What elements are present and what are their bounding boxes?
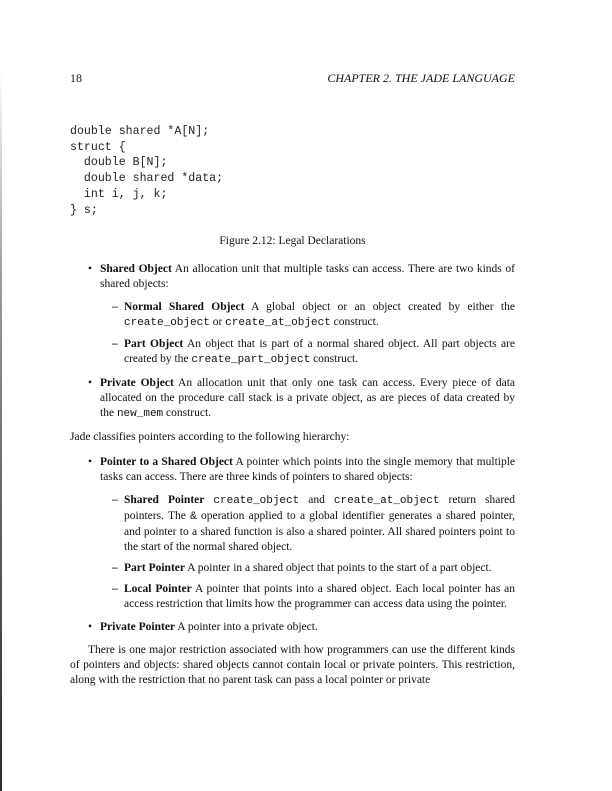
definition-text: and	[299, 494, 334, 506]
code-listing	[70, 124, 370, 218]
page-header	[70, 70, 515, 86]
term-private-object: Private Object	[100, 377, 174, 389]
code-create-part-object: create_part_object	[191, 354, 311, 366]
running-head: CHAPTER 2. THE JADE LANGUAGE	[327, 71, 515, 85]
scan-edge-shadow	[0, 70, 2, 791]
term-private-pointer: Private Pointer	[100, 621, 176, 633]
bullet-mark: •	[88, 377, 93, 389]
definition-text: A pointer which points into the single memory that multiple tasks can access. There are three kinds of pointers to shared objects:	[100, 456, 516, 483]
code-line: } s;	[70, 203, 98, 217]
definition-text: construct.	[330, 316, 379, 328]
bullet-mark: •	[88, 621, 93, 633]
code-line: double shared *A[N];	[70, 125, 210, 138]
list-item-part-object	[100, 337, 515, 368]
definition-text: construct.	[163, 407, 212, 419]
dash-mark: –	[112, 583, 118, 595]
code-new-mem: new_mem	[116, 408, 164, 420]
term-normal-shared-object: Normal Shared Object	[124, 301, 245, 313]
object-kinds-list	[70, 262, 515, 422]
list-item-normal-shared-object	[100, 300, 515, 331]
definition-text: return shared pointers. The	[124, 494, 516, 522]
pointer-sublist	[100, 493, 515, 612]
code-line: double B[N];	[70, 156, 168, 170]
dash-mark: –	[112, 494, 118, 506]
closing-paragraph: There is one major restriction associated with how programmers can use the different kinds of pointers and objects: shared objects cannot contain local or private pointers. This restriction, along with the restriction that no parent task can pass a local pointer or private	[70, 644, 515, 686]
figure-caption: Figure 2.12: Legal Declarations	[219, 235, 366, 247]
code-create-object: create_object	[124, 317, 210, 329]
definition-text: A pointer that points into a shared object. Each local pointer has an access restriction that limits how the programmer can access data using the pointer.	[124, 583, 516, 610]
list-item-pointer-to-shared	[70, 455, 515, 612]
definition-text: An object that is part of a normal shared object. All part objects are created by the	[124, 338, 515, 365]
code-create-at-object: create_at_object	[225, 317, 331, 329]
definition-text: A pointer into a private object.	[175, 621, 318, 633]
code-line: double shared *data;	[70, 172, 224, 186]
definition-text: A pointer in a shared object that points to the start of a part object.	[185, 562, 492, 574]
list-item-local-pointer	[100, 582, 515, 612]
list-item-part-pointer	[100, 561, 515, 576]
definition-text: An allocation unit that only one task can access. Every piece of data allocated on the procedure call stack is a private object, as are pieces of data created by the	[100, 377, 516, 419]
term-part-pointer: Part Pointer	[124, 562, 185, 574]
bullet-mark: •	[88, 263, 93, 275]
term-pointer-to-shared: Pointer to a Shared Object	[100, 456, 233, 468]
definition-text: operation applied to a global identifier generates a shared pointer, and pointer to a shared function is also a shared pointer. All shared pointers point to the start of the normal shared object.	[124, 510, 515, 553]
term-local-pointer: Local Pointer	[124, 583, 192, 595]
list-item-private-pointer	[70, 620, 515, 635]
dash-mark: –	[112, 338, 118, 350]
term-shared-pointer: Shared Pointer	[124, 494, 205, 506]
definition-text: A global object or an object created by either the	[244, 301, 515, 313]
shared-object-sublist	[100, 300, 515, 368]
list-item-private-object	[70, 376, 515, 422]
code-line: int i, j, k;	[70, 187, 168, 201]
definition-text: or	[209, 316, 226, 328]
code-ampersand: &	[190, 511, 197, 523]
dash-mark: –	[112, 562, 118, 574]
code-create-object: create_object	[213, 495, 300, 507]
list-item-shared-object	[70, 262, 515, 368]
definition-text: construct.	[310, 353, 359, 365]
page-number: 18	[70, 71, 82, 85]
code-create-at-object: create_at_object	[333, 495, 440, 507]
classify-paragraph: Jade classifies pointers according to the following hierarchy:	[70, 431, 350, 443]
term-part-object: Part Object	[124, 338, 184, 350]
term-shared-object: Shared Object	[100, 263, 172, 275]
code-line: struct {	[70, 140, 126, 154]
list-item-shared-pointer	[100, 493, 515, 555]
pointer-kinds-list	[70, 455, 515, 635]
dash-mark: –	[112, 301, 118, 313]
body-text	[70, 262, 515, 688]
definition-text: An allocation unit that multiple tasks can access. There are two kinds of shared objects:	[100, 263, 515, 290]
bullet-mark: •	[88, 456, 93, 468]
